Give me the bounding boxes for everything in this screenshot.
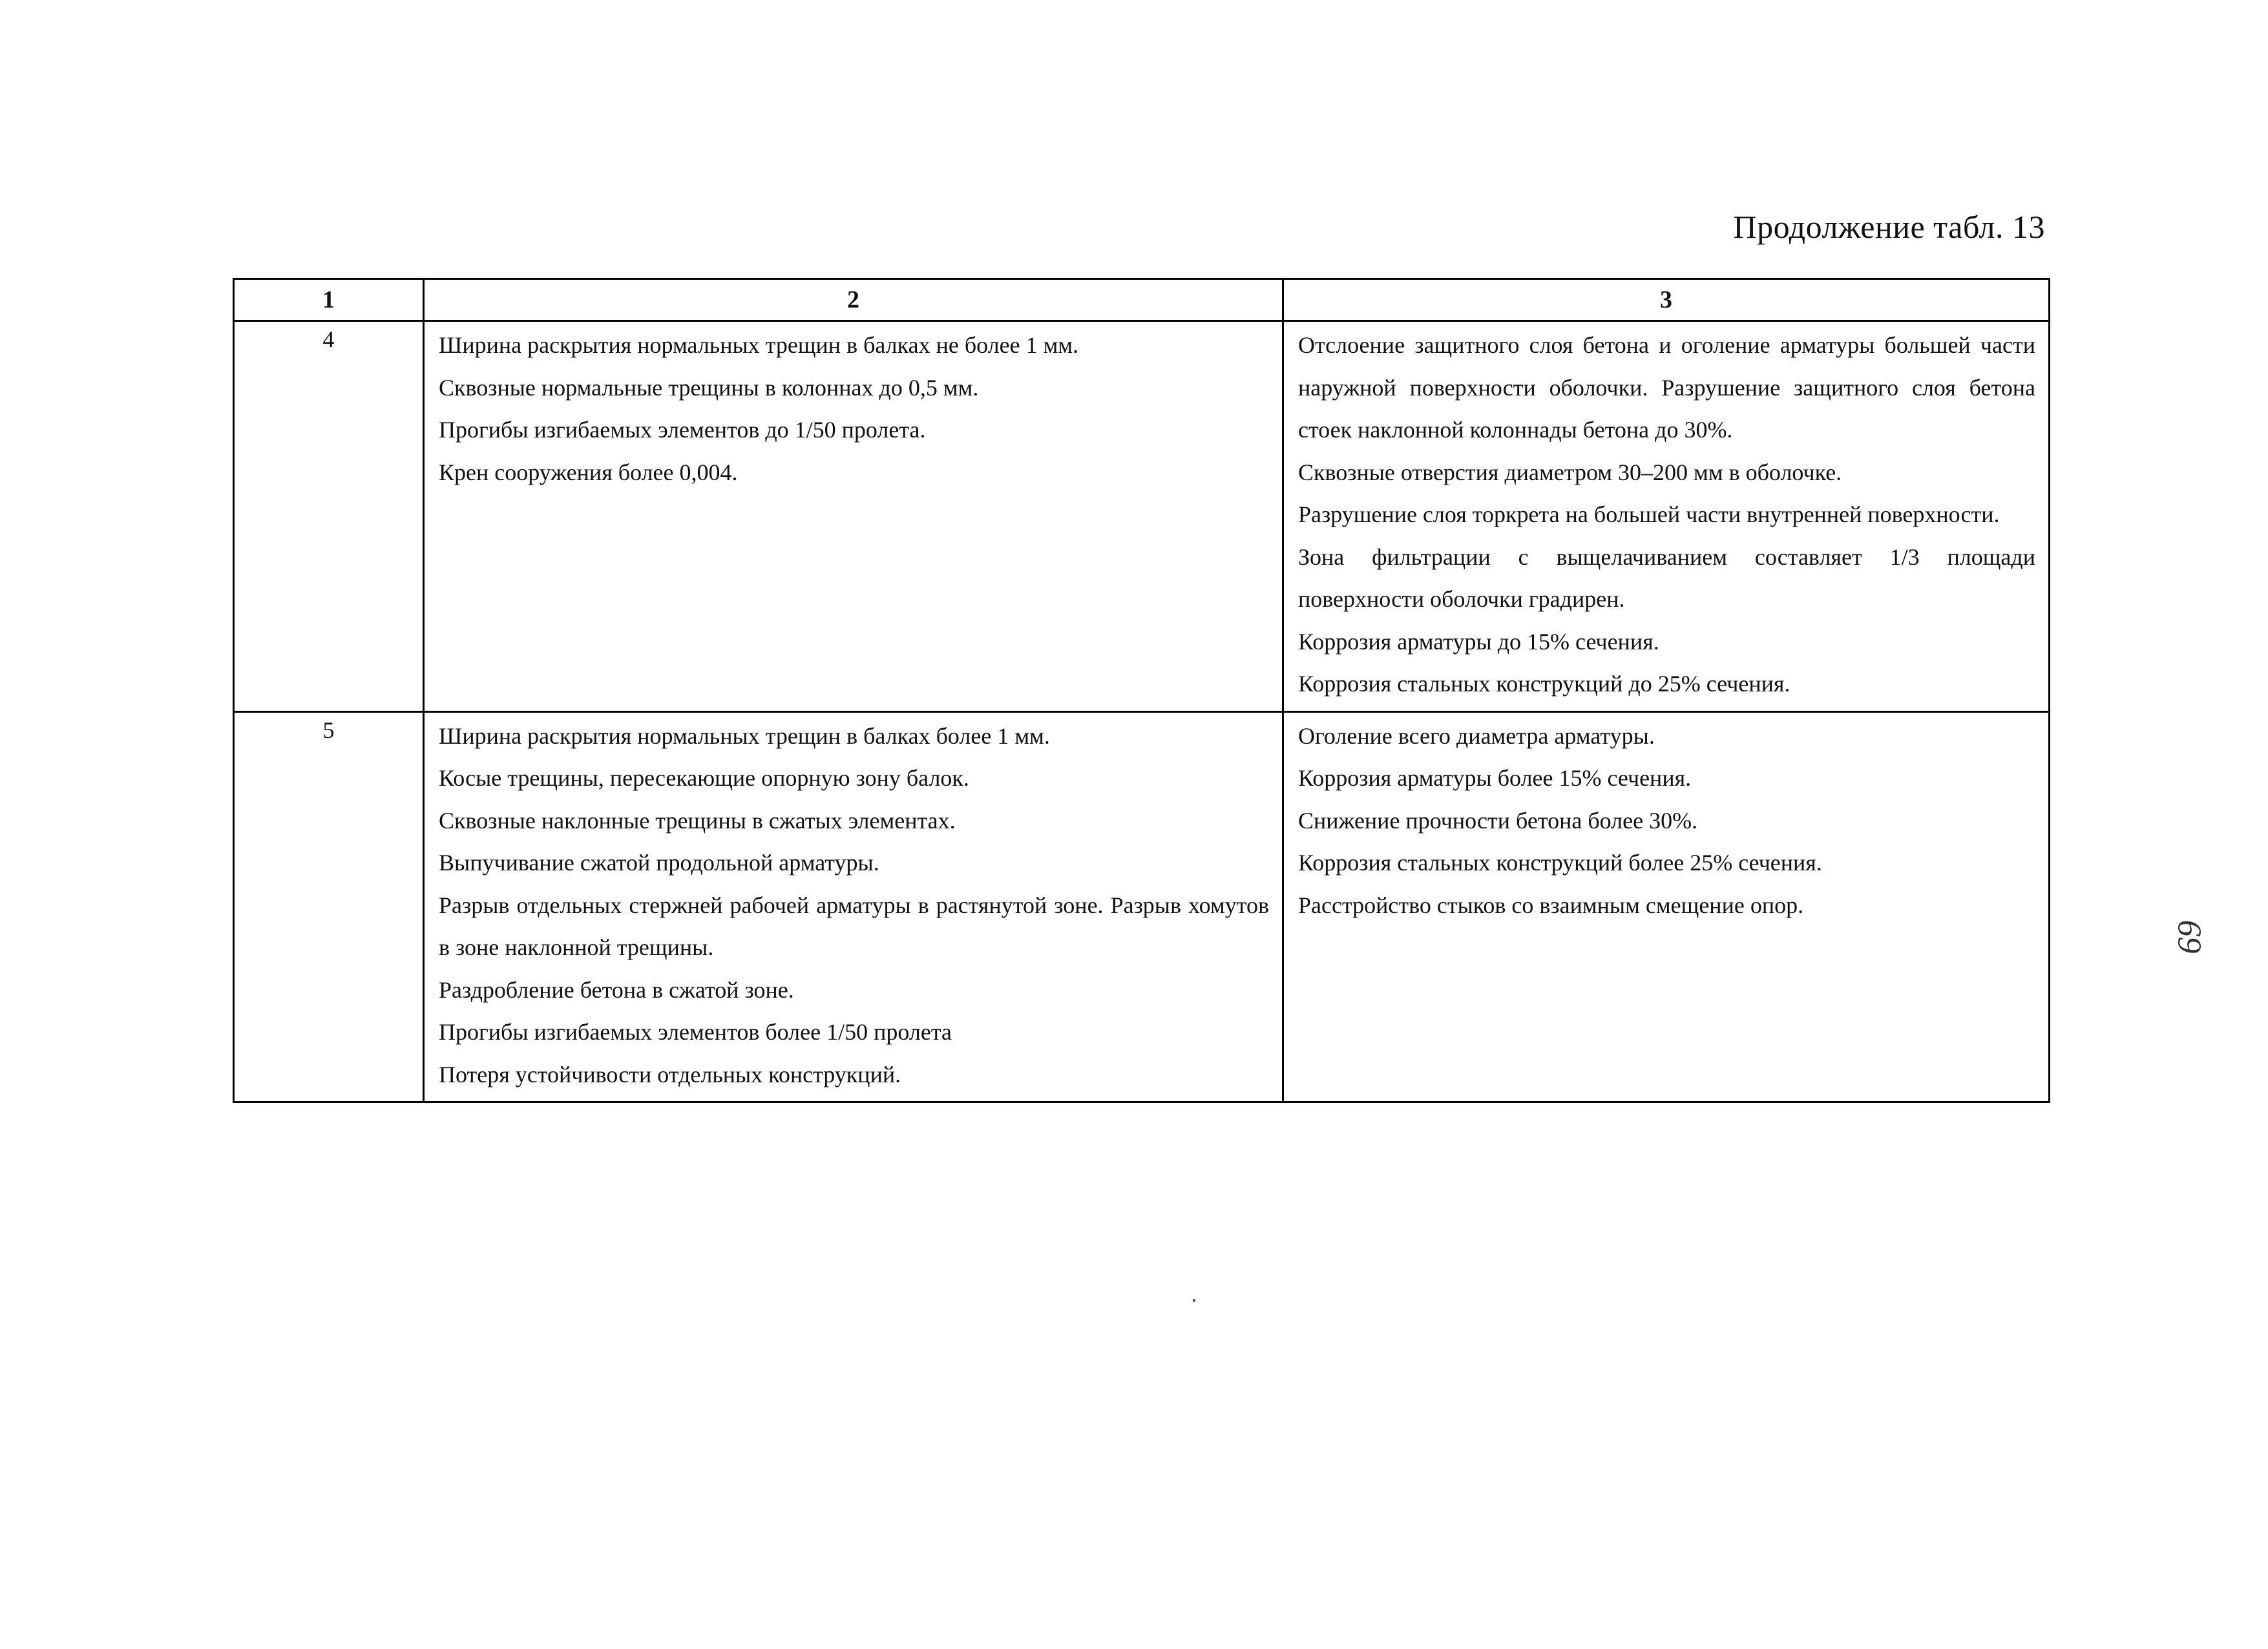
header-col-2: 2: [424, 279, 1283, 321]
scan-speck: [1193, 1299, 1195, 1302]
table-row: [234, 711, 2050, 1102]
list-item: Раздробление бетона в сжатой зоне.: [439, 976, 794, 1003]
row-4-col-2: [424, 321, 1283, 712]
list-item: Зона фильтрации с выщелачиванием составляет 1/3 площади поверхности оболочки градирен.: [1298, 543, 2035, 612]
row-5-col-2: [424, 711, 1283, 1102]
list-item: Прогибы изгибаемых элементов более 1/50 пролета: [439, 1019, 952, 1045]
list-item: Коррозия арматуры более 15% сечения.: [1298, 765, 1692, 791]
row-4-col-3: [1283, 321, 2050, 712]
table-row: [234, 321, 2050, 712]
header-col-3: 3: [1283, 279, 2050, 321]
list-item: Крен сооружения более 0,004.: [439, 459, 738, 485]
page-number: 69: [2170, 919, 2208, 954]
list-item: Прогибы изгибаемых элементов до 1/50 пролета.: [439, 417, 926, 443]
row-number: 5: [234, 711, 424, 1102]
table-caption: Продолжение табл. 13: [1733, 209, 2045, 245]
list-item: Коррозия стальных конструкций до 25% сечения.: [1298, 671, 1790, 697]
list-item: Сквозные отверстия диаметром 30–200 мм в оболочке.: [1298, 459, 1842, 485]
row-5-col-3: [1283, 711, 2050, 1102]
list-item: Коррозия стальных конструкций более 25% сечения.: [1298, 850, 1822, 876]
list-item: Отслоение защитного слоя бетона и оголение арматуры большей части наружной поверхности оболочки. Разрушение защитного слоя бетона стоек наклонной колоннады бетона до 30%.: [1298, 332, 2035, 443]
list-item: Разрыв отдельных стержней рабочей арматуры в растянутой зоне. Разрыв хомутов в зоне наклонной трещины.: [439, 892, 1269, 960]
list-item: Выпучивание сжатой продольной арматуры.: [439, 850, 879, 876]
damage-table: [233, 278, 2050, 1103]
list-item: Сквозные нормальные трещины в колоннах до 0,5 мм.: [439, 374, 979, 401]
list-item: Косые трещины, пересекающие опорную зону балок.: [439, 765, 969, 791]
list-item: Оголение всего диаметра арматуры.: [1298, 722, 1655, 749]
list-item: Расстройство стыков со взаимным смещение опор.: [1298, 892, 1804, 918]
list-item: Коррозия арматуры до 15% сечения.: [1298, 628, 1659, 655]
list-item: Разрушение слоя торкрета на большей части внутренней поверхности.: [1298, 501, 2000, 527]
list-item: Снижение прочности бетона более 30%.: [1298, 807, 1698, 834]
table-header-row: [234, 279, 2050, 321]
row-number: 4: [234, 321, 424, 712]
list-item: Ширина раскрытия нормальных трещин в балках не более 1 мм.: [439, 332, 1079, 358]
header-col-1: 1: [234, 279, 424, 321]
list-item: Ширина раскрытия нормальных трещин в балках более 1 мм.: [439, 722, 1050, 749]
list-item: Потеря устойчивости отдельных конструкций.: [439, 1061, 901, 1087]
list-item: Сквозные наклонные трещины в сжатых элементах.: [439, 807, 956, 834]
